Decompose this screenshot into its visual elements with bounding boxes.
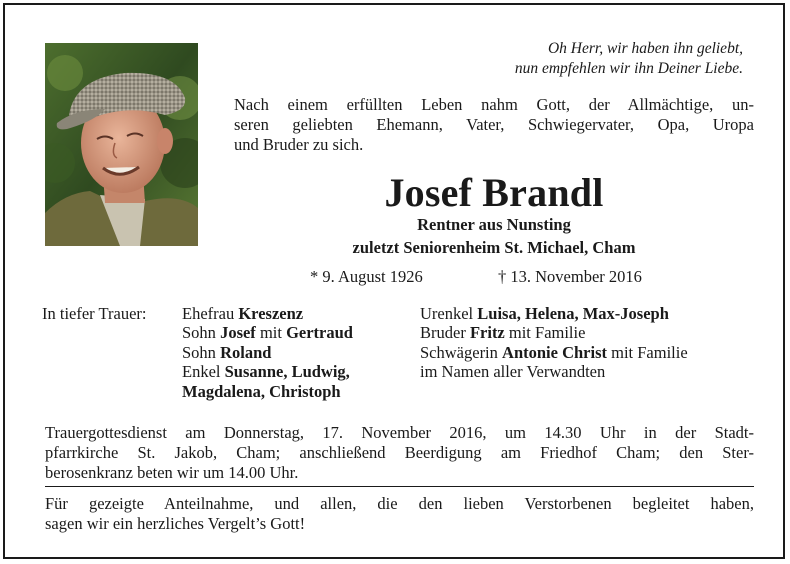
- mourner-entry: Urenkel Luisa, Helena, Max-Joseph: [420, 304, 669, 323]
- mourner-entry: Magdalena, Christoph: [182, 381, 341, 401]
- mourner-entry: Sohn Roland: [182, 342, 272, 362]
- thanks-text: [45, 494, 754, 534]
- mourner-entry: im Namen aller Verwandten: [420, 362, 606, 382]
- thanks-line: sagen wir ein herzliches Vergelt’s Gott!: [45, 514, 306, 533]
- mourner-entry: Enkel Susanne, Ludwig,: [182, 362, 350, 382]
- mourners-label: In tiefer Trauer:: [42, 304, 147, 323]
- funeral-service-text: [45, 423, 754, 483]
- last-residence: zuletzt Seniorenheim St. Michael, Cham: [352, 238, 636, 257]
- obituary-frame: [3, 3, 785, 559]
- divider: [45, 486, 754, 487]
- mourner-entry: Bruder Fritz mit Familie: [420, 323, 586, 343]
- deceased-name: Josef Brandl: [384, 170, 604, 215]
- intro-line: Nach einem erfüllten Leben nahm Gott, der Allmächtige, un-: [234, 95, 754, 114]
- mourner-entry: Ehefrau Kreszenz: [182, 304, 304, 323]
- intro-line: seren geliebten Ehemann, Vater, Schwiegervater, Opa, Uropa: [234, 115, 754, 134]
- service-line: Trauergottesdienst am Donnerstag, 17. November 2016, um 14.30 Uhr in der Stadt-: [45, 423, 754, 442]
- mourner-entry: Sohn Josef mit Gertraud: [182, 323, 353, 343]
- service-line: berosenkranz beten wir um 14.00 Uhr.: [45, 463, 299, 482]
- mourners-right-column: [420, 304, 688, 382]
- motto-line: nun empfehlen wir ihn Deiner Liebe.: [514, 60, 743, 77]
- mourner-entry: Schwägerin Antonie Christ mit Familie: [420, 342, 688, 362]
- birth-date: * 9. August 1926: [310, 267, 423, 286]
- portrait-photo: [45, 43, 198, 246]
- death-date: † 13. November 2016: [498, 267, 642, 286]
- motto-line: Oh Herr, wir haben ihn geliebt,: [547, 40, 743, 57]
- intro-line: und Bruder zu sich.: [234, 135, 364, 154]
- occupation: Rentner aus Nunsting: [417, 215, 571, 234]
- thanks-line: Für gezeigte Anteilnahme, und allen, die den lieben Verstorbenen begleitet haben,: [45, 494, 754, 513]
- mourners-left-column: [182, 304, 353, 401]
- motto-verse: [515, 39, 743, 79]
- service-line: pfarrkirche St. Jakob, Cham; anschließend Beerdigung am Friedhof Cham; den Ster-: [45, 443, 754, 462]
- intro-text: [234, 95, 754, 155]
